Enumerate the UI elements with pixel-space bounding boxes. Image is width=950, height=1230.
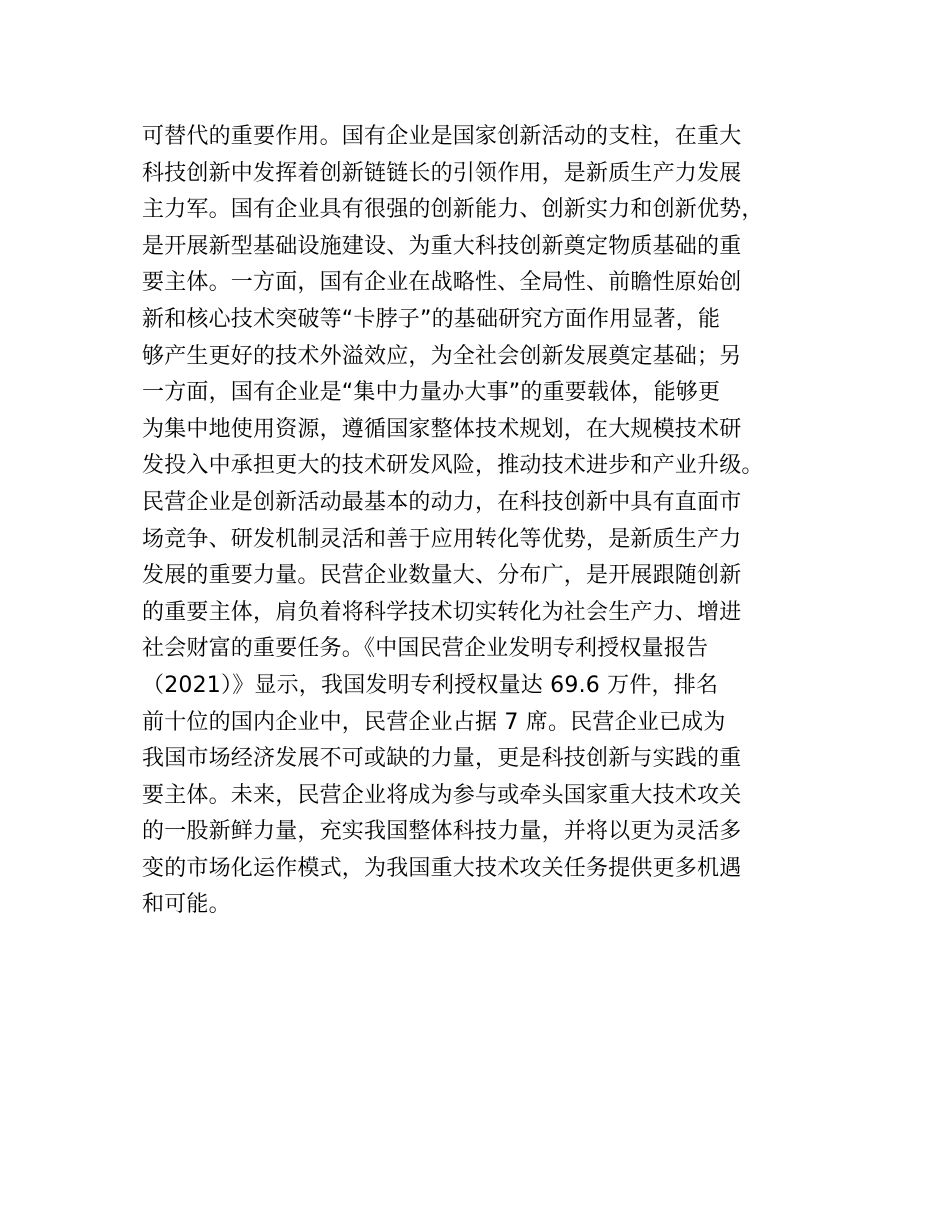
text-line: 是开展新型基础设施建设、为重大科技创新奠定物质基础的重	[142, 233, 742, 259]
text-line: 科技创新中发挥着创新链链长的引领作用，是新质生产力发展	[142, 160, 742, 186]
text-line: （2021）》显示，我国发明专利授权量达 69.6 万件，排名	[142, 672, 719, 698]
text-line: 社会财富的重要任务。《中国民营企业发明专利授权量报告	[142, 636, 709, 662]
text-line: 的一股新鲜力量，充实我国整体科技力量，并将以更为灵活多	[142, 819, 742, 845]
text-line: 我国市场经济发展不可或缺的力量，更是科技创新与实践的重	[142, 746, 742, 772]
text-line: 要主体。未来，民营企业将成为参与或牵头国家重大技术攻关	[142, 782, 742, 808]
body-paragraph	[142, 119, 862, 924]
text-line: 可替代的重要作用。国有企业是国家创新活动的支柱，在重大	[142, 124, 742, 149]
text-line: 前十位的国内企业中，民营企业占据 7 席。民营企业已成为	[142, 709, 726, 735]
text-line: 民营企业是创新活动最基本的动力，在科技创新中具有直面市	[142, 489, 742, 515]
text-line: 变的市场化运作模式，为我国重大技术攻关任务提供更多机遇	[142, 855, 742, 881]
text-line: 新和核心技术突破等“卡脖子”的基础研究方面作用显著，能	[142, 306, 721, 332]
text-line: 要主体。一方面，国有企业在战略性、全局性、前瞻性原始创	[142, 270, 742, 296]
text-line: 发投入中承担更大的技术研发风险，推动技术进步和产业升级。	[142, 453, 764, 479]
text-line: 发展的重要力量。民营企业数量大、分布广，是开展跟随创新	[142, 563, 742, 589]
text-line: 为集中地使用资源，遵循国家整体技术规划，在大规模技术研	[142, 416, 742, 442]
text-line: 和可能。	[142, 892, 231, 918]
text-line: 主力军。国有企业具有很强的创新能力、创新实力和创新优势，	[142, 197, 764, 223]
text-line: 场竞争、研发机制灵活和善于应用转化等优势，是新质生产力	[142, 526, 742, 552]
text-line: 够产生更好的技术外溢效应，为全社会创新发展奠定基础；另	[142, 343, 742, 369]
text-line: 一方面，国有企业是“集中力量办大事”的重要载体，能够更	[142, 380, 721, 406]
text-line: 的重要主体，肩负着将科学技术切实转化为社会生产力、增进	[142, 599, 742, 625]
